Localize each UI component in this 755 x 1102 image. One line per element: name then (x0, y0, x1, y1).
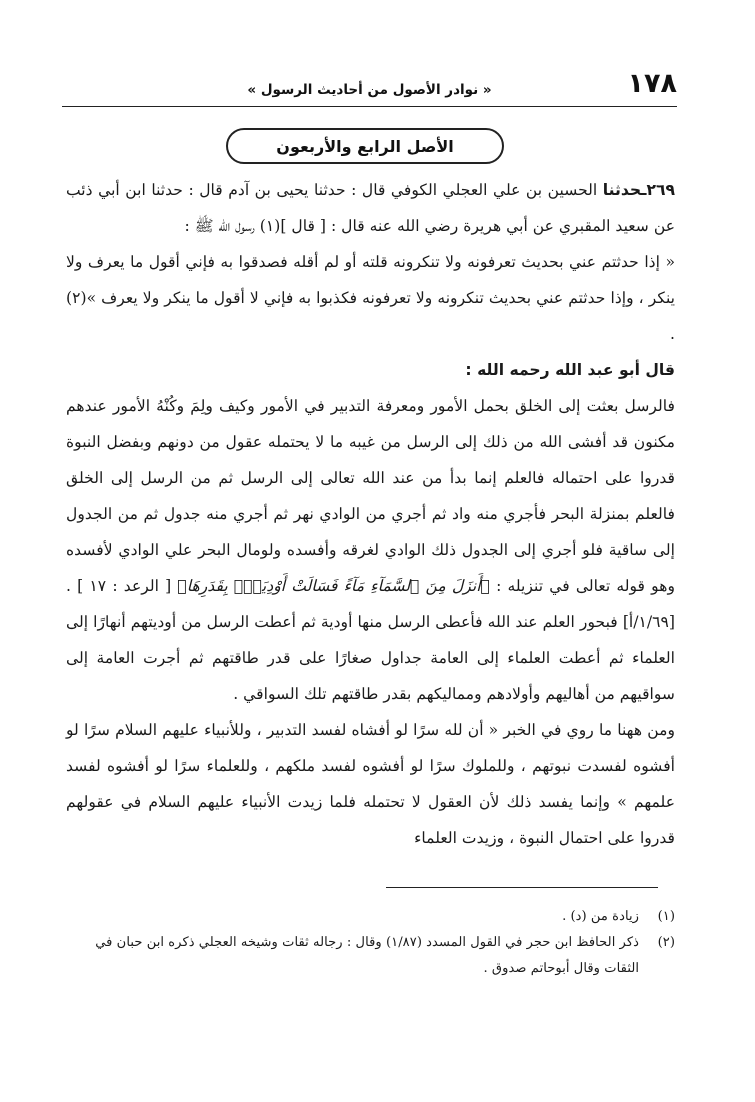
commentary-heading: قال أبو عبد الله رحمه الله : (465, 361, 675, 379)
footnote-text: زيادة من (د) . (562, 909, 639, 924)
section-title-frame (226, 128, 504, 164)
page-number: ١٧٨ (627, 68, 677, 99)
hadith-number: ٢٦٩ـ (641, 181, 675, 199)
hadith-chain: الحسين بن علي العجلي الكوفي قال : حدثنا يحيى بن آدم قال : حدثنا ابن أبي ذئب عن سعيد المقبري عن أبي هريرة رضي الله عنه قال : [ قال ](١) رسول الله ﷺ : (66, 181, 675, 235)
footnote (86, 930, 675, 982)
main-text (66, 172, 675, 856)
footnotes (86, 904, 675, 982)
hadith-lead: حدثنا (602, 181, 642, 199)
hadith-matn: « إذا حدثتم عني بحديث تعرفونه ولا تنكرونه قلته أو لم أقله فصدقوا به فإني أقول ما يعرف ولا ينكر ، وإذا حدثتم عني بحديث تنكرونه ولا تعرفونه فكذبوا به فإني لا أقول ما ينكر ولا يعرف »(٢) . (66, 253, 675, 343)
footnote-separator (386, 887, 658, 888)
quran-verse: ﴿أَنزَلَ مِنَ ٱلسَّمَآءِ مَآءً فَسَالَتْ أَوْدِيَةٌۢ بِقَدَرِهَا﴾ (177, 577, 490, 595)
secret-paragraph: ومن ههنا ما روي في الخبر « أن لله سرًا لو أفشاه لفسد التدبير ، وللأنبياء عليهم السلام سرًا لو أفشوه لفسدت نبوتهم ، وللملوك سرًا لو أفشوه لفسد ملكهم ، وللعلماء سرًا لو أفشوه لفسد علمهم » وإنما يفسد ذلك لأن العقول لا تحتمله فلما زيدت الأنبياء عليهم السلام في عقولهم قدروا على احتمال النبوة ، وزيدت العلماء (66, 721, 675, 847)
commentary-paragraph (66, 388, 675, 712)
page-header (62, 68, 677, 107)
footnote-text: ذكر الحافظ ابن حجر في القول المسدد (١/٨٧) وقال : رجاله ثقات وشيخه العجلي ذكره ابن حبان في الثقات وقال أبوحاتم صدوق . (95, 935, 639, 976)
running-title: « نوادر الأصول من أحاديث الرسول » (247, 82, 492, 98)
hadith-isnad (66, 172, 675, 244)
commentary-text-a: فالرسل بعثت إلى الخلق بحمل الأمور ومعرفة التدبير في الأمور وكيف ولِمَ وكُنْهُ الأمور عندهم مكنون قد أفشى الله من ذلك إلى الرسل من غيبه ما لا يحتمله عقول من دونهم وبفضل النبوة قدروا على احتماله فالعلم إنما بدأ من عند الله تعالى إلى الرسل ثم من الرسل إلى الخلق فالعلم بمنزلة البحر فأجري منه واد ثم أجري من الوادي نهر ثم أجري منه جدول ثم من الجدول إلى ساقية فلو أجري إلى الجدول ذلك الوادي لغرقه وأفسده ولومال البحر علي الوادي لأفسده وهو قوله تعالى في تنزيله : (66, 397, 675, 595)
footnote (86, 904, 675, 930)
section-title: الأصل الرابع والأربعون (276, 136, 454, 156)
footnote-number: (١) (657, 909, 675, 924)
commentary-text-b: [ الرعد : ١٧ ] . [١/٦٩/أ] فبحور العلم عند الله فأعطى الرسل منها أودية ثم أعطت الرسل من أوديتهم أنهارًا إلى العلماء ثم أعطت العلماء إلى العامة جداول صغارًا على قدر طاقتهم ثم أجرت العامة إلى سواقيهم من أهاليهم وأولادهم ومماليكهم بقدر طاقتهم تلك السواقي . (66, 577, 675, 703)
footnote-number: (٢) (657, 935, 675, 950)
